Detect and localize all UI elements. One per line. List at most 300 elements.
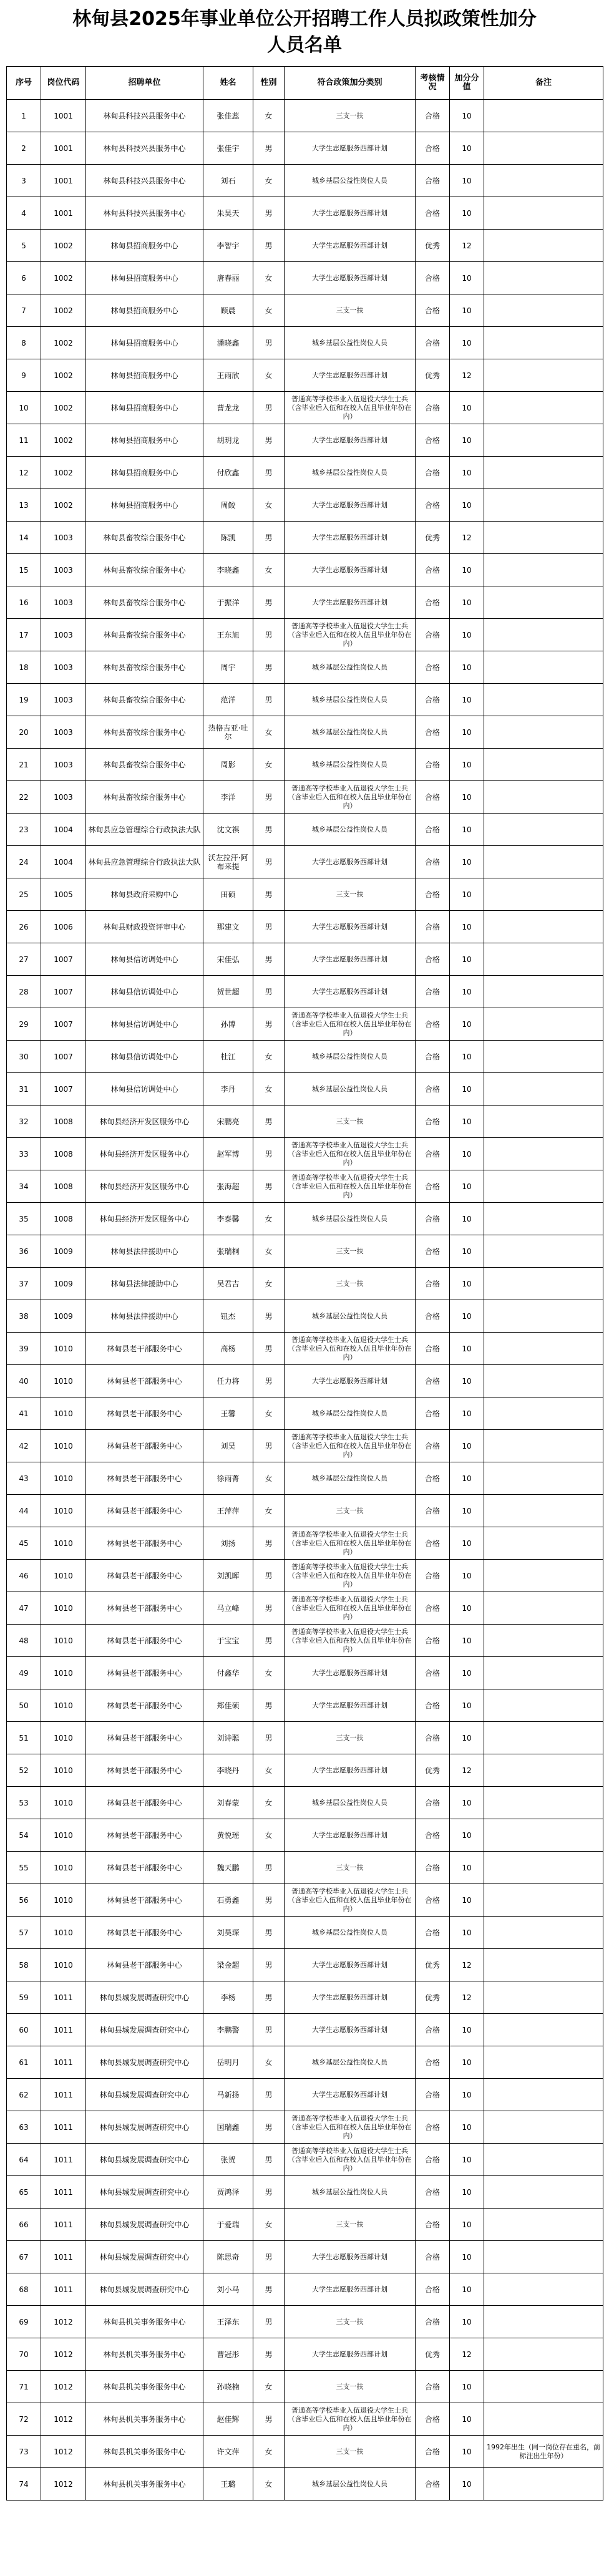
cell-policy-category: 城乡基层公益性岗位人员 [285, 684, 416, 716]
cell-post-code: 1012 [41, 2403, 86, 2436]
cell-bonus-score: 10 [450, 1235, 484, 1268]
cell-gender: 男 [253, 586, 285, 619]
cell-unit: 林甸县老干部服务中心 [86, 1397, 203, 1430]
cell-gender: 女 [253, 1235, 285, 1268]
cell-index: 58 [7, 1949, 41, 1981]
cell-post-code: 1010 [41, 1884, 86, 1917]
cell-remark [484, 1917, 603, 1949]
cell-post-code: 1011 [41, 2079, 86, 2111]
cell-bonus-score: 10 [450, 1625, 484, 1657]
cell-policy-category: 普通高等学校毕业入伍退役大学生士兵（含毕业后入伍和在校入伍且毕业年份在内） [285, 781, 416, 814]
table-row [7, 1235, 603, 1268]
cell-policy-category: 大学生志愿服务西部计划 [285, 2338, 416, 2371]
cell-post-code: 1010 [41, 1689, 86, 1722]
cell-index: 37 [7, 1268, 41, 1300]
cell-remark [484, 1008, 603, 1041]
cell-unit: 林甸县老干部服务中心 [86, 1333, 203, 1365]
cell-post-code: 1010 [41, 1397, 86, 1430]
cell-bonus-score: 10 [450, 1268, 484, 1300]
cell-assessment: 合格 [416, 132, 450, 165]
cell-index: 27 [7, 943, 41, 976]
cell-post-code: 1002 [41, 294, 86, 327]
cell-gender: 男 [253, 522, 285, 554]
cell-gender: 男 [253, 1592, 285, 1625]
cell-policy-category: 城乡基层公益性岗位人员 [285, 1917, 416, 1949]
cell-bonus-score: 10 [450, 2209, 484, 2241]
cell-unit: 林甸县畜牧综合服务中心 [86, 651, 203, 684]
cell-name: 周宇 [203, 651, 253, 684]
cell-remark [484, 327, 603, 359]
cell-remark [484, 1365, 603, 1397]
cell-index: 70 [7, 2338, 41, 2371]
cell-index: 4 [7, 197, 41, 230]
cell-policy-category: 三支一扶 [285, 100, 416, 132]
cell-index: 44 [7, 1495, 41, 1527]
cell-name: 于宝宝 [203, 1625, 253, 1657]
table-row [7, 424, 603, 457]
table-row [7, 2306, 603, 2338]
table-body [7, 100, 603, 2501]
table-row [7, 2209, 603, 2241]
cell-remark [484, 586, 603, 619]
cell-policy-category: 三支一扶 [285, 2436, 416, 2468]
cell-unit: 林甸县法律援助中心 [86, 1300, 203, 1333]
cell-post-code: 1001 [41, 100, 86, 132]
header-post-code: 岗位代码 [41, 67, 86, 100]
cell-unit: 林甸县老干部服务中心 [86, 1430, 203, 1462]
cell-name: 钮杰 [203, 1300, 253, 1333]
cell-assessment: 合格 [416, 1527, 450, 1560]
cell-assessment: 合格 [416, 1430, 450, 1462]
table-row [7, 1884, 603, 1917]
cell-bonus-score: 10 [450, 1689, 484, 1722]
cell-name: 刘凯晖 [203, 1560, 253, 1592]
cell-assessment: 合格 [416, 424, 450, 457]
cell-policy-category: 城乡基层公益性岗位人员 [285, 327, 416, 359]
cell-assessment: 合格 [416, 846, 450, 878]
cell-policy-category: 普通高等学校毕业入伍退役大学生士兵（含毕业后入伍和在校入伍且毕业年份在内） [285, 1333, 416, 1365]
cell-index: 33 [7, 1138, 41, 1170]
cell-policy-category: 普通高等学校毕业入伍退役大学生士兵（含毕业后入伍和在校入伍且毕业年份在内） [285, 1430, 416, 1462]
cell-gender: 男 [253, 976, 285, 1008]
cell-name: 胡玥龙 [203, 424, 253, 457]
document-title: 林甸县2025年事业单位公开招聘工作人员拟政策性加分人员名单 [72, 8, 537, 56]
cell-unit: 林甸县老干部服务中心 [86, 1365, 203, 1397]
cell-assessment: 合格 [416, 1268, 450, 1300]
cell-post-code: 1002 [41, 359, 86, 392]
cell-assessment: 合格 [416, 814, 450, 846]
cell-post-code: 1011 [41, 2273, 86, 2306]
cell-assessment: 合格 [416, 619, 450, 651]
cell-name: 张海超 [203, 1170, 253, 1203]
cell-name: 于爱瑞 [203, 2209, 253, 2241]
cell-remark [484, 1235, 603, 1268]
cell-remark [484, 2273, 603, 2306]
cell-name: 朱昊天 [203, 197, 253, 230]
cell-bonus-score: 10 [450, 2079, 484, 2111]
cell-gender: 男 [253, 2241, 285, 2273]
cell-post-code: 1010 [41, 1560, 86, 1592]
cell-policy-category: 三支一扶 [285, 1235, 416, 1268]
cell-assessment: 合格 [416, 2079, 450, 2111]
cell-gender: 男 [253, 1170, 285, 1203]
table-row [7, 554, 603, 586]
cell-gender: 男 [253, 1625, 285, 1657]
cell-index: 57 [7, 1917, 41, 1949]
cell-post-code: 1011 [41, 2144, 86, 2176]
cell-unit: 林甸县招商服务中心 [86, 359, 203, 392]
cell-policy-category: 城乡基层公益性岗位人员 [285, 651, 416, 684]
cell-remark [484, 781, 603, 814]
cell-unit: 林甸县老干部服务中心 [86, 1949, 203, 1981]
table-row [7, 1268, 603, 1300]
cell-assessment: 合格 [416, 294, 450, 327]
cell-remark [484, 716, 603, 749]
cell-assessment: 合格 [416, 1106, 450, 1138]
cell-gender: 女 [253, 1657, 285, 1689]
cell-gender: 女 [253, 2209, 285, 2241]
cell-bonus-score: 10 [450, 846, 484, 878]
cell-post-code: 1010 [41, 1625, 86, 1657]
cell-index: 1 [7, 100, 41, 132]
cell-unit: 林甸县老干部服务中心 [86, 1592, 203, 1625]
cell-post-code: 1007 [41, 976, 86, 1008]
cell-gender: 女 [253, 100, 285, 132]
cell-post-code: 1006 [41, 911, 86, 943]
cell-remark [484, 1527, 603, 1560]
table-row [7, 1041, 603, 1073]
cell-index: 61 [7, 2046, 41, 2079]
cell-post-code: 1012 [41, 2436, 86, 2468]
cell-post-code: 1003 [41, 586, 86, 619]
cell-post-code: 1003 [41, 716, 86, 749]
cell-remark [484, 943, 603, 976]
cell-gender: 女 [253, 1268, 285, 1300]
cell-assessment: 合格 [416, 2468, 450, 2501]
cell-policy-category: 三支一扶 [285, 1268, 416, 1300]
cell-unit: 林甸县城发展调查研究中心 [86, 2209, 203, 2241]
cell-policy-category: 大学生志愿服务西部计划 [285, 197, 416, 230]
cell-post-code: 1012 [41, 2338, 86, 2371]
cell-index: 5 [7, 230, 41, 262]
cell-gender: 男 [253, 1365, 285, 1397]
table-row [7, 2371, 603, 2403]
cell-index: 38 [7, 1300, 41, 1333]
table-row [7, 1722, 603, 1754]
cell-assessment: 合格 [416, 1917, 450, 1949]
cell-gender: 女 [253, 2371, 285, 2403]
table-row [7, 230, 603, 262]
cell-post-code: 1012 [41, 2306, 86, 2338]
cell-name: 郑佳硕 [203, 1689, 253, 1722]
cell-unit: 林甸县老干部服务中心 [86, 1722, 203, 1754]
cell-remark [484, 2403, 603, 2436]
cell-name: 马新扬 [203, 2079, 253, 2111]
cell-remark: 1992年出生（同一岗位存在重名，前标注出生年份） [484, 2436, 603, 2468]
header-gender: 性别 [253, 67, 285, 100]
table-row [7, 1657, 603, 1689]
cell-policy-category: 普通高等学校毕业入伍退役大学生士兵（含毕业后入伍和在校入伍且毕业年份在内） [285, 1138, 416, 1170]
cell-policy-category: 大学生志愿服务西部计划 [285, 1819, 416, 1852]
table-row [7, 1689, 603, 1722]
cell-name: 张佳宇 [203, 132, 253, 165]
cell-gender: 男 [253, 684, 285, 716]
cell-unit: 林甸县城发展调查研究中心 [86, 2273, 203, 2306]
cell-gender: 男 [253, 2176, 285, 2209]
cell-bonus-score: 10 [450, 2111, 484, 2144]
cell-unit: 林甸县畜牧综合服务中心 [86, 716, 203, 749]
cell-name: 刘昊 [203, 1430, 253, 1462]
cell-index: 20 [7, 716, 41, 749]
cell-remark [484, 878, 603, 911]
cell-gender: 女 [253, 1495, 285, 1527]
cell-policy-category: 大学生志愿服务西部计划 [285, 943, 416, 976]
cell-index: 25 [7, 878, 41, 911]
cell-assessment: 优秀 [416, 359, 450, 392]
cell-index: 18 [7, 651, 41, 684]
cell-name: 刘小马 [203, 2273, 253, 2306]
table-row [7, 781, 603, 814]
cell-policy-category: 普通高等学校毕业入伍退役大学生士兵（含毕业后入伍和在校入伍且毕业年份在内） [285, 1592, 416, 1625]
cell-remark [484, 1300, 603, 1333]
table-row [7, 2079, 603, 2111]
cell-policy-category: 大学生志愿服务西部计划 [285, 132, 416, 165]
bonus-points-table [6, 66, 603, 2501]
cell-unit: 林甸县财政投资评审中心 [86, 911, 203, 943]
table-row [7, 1625, 603, 1657]
cell-remark [484, 911, 603, 943]
cell-assessment: 合格 [416, 1560, 450, 1592]
cell-name: 孙博 [203, 1008, 253, 1041]
cell-bonus-score: 10 [450, 2144, 484, 2176]
cell-assessment: 优秀 [416, 1949, 450, 1981]
cell-unit: 林甸县招商服务中心 [86, 392, 203, 424]
cell-remark [484, 1041, 603, 1073]
cell-name: 岳明月 [203, 2046, 253, 2079]
table-row [7, 1527, 603, 1560]
cell-policy-category: 大学生志愿服务西部计划 [285, 262, 416, 294]
cell-name: 王雨欣 [203, 359, 253, 392]
cell-unit: 林甸县机关事务服务中心 [86, 2306, 203, 2338]
cell-policy-category: 大学生志愿服务西部计划 [285, 2273, 416, 2306]
cell-index: 53 [7, 1787, 41, 1819]
table-row [7, 1495, 603, 1527]
cell-assessment: 合格 [416, 911, 450, 943]
cell-post-code: 1011 [41, 2176, 86, 2209]
table-row [7, 1073, 603, 1106]
cell-bonus-score: 10 [450, 2371, 484, 2403]
cell-remark [484, 1787, 603, 1819]
cell-remark [484, 2046, 603, 2079]
cell-gender: 男 [253, 1527, 285, 1560]
cell-index: 50 [7, 1689, 41, 1722]
cell-bonus-score: 10 [450, 1592, 484, 1625]
cell-assessment: 合格 [416, 1397, 450, 1430]
cell-bonus-score: 10 [450, 132, 484, 165]
cell-unit: 林甸县科技兴县服务中心 [86, 100, 203, 132]
cell-name: 王璐 [203, 2468, 253, 2501]
cell-index: 10 [7, 392, 41, 424]
cell-post-code: 1007 [41, 943, 86, 976]
cell-post-code: 1003 [41, 554, 86, 586]
cell-unit: 林甸县招商服务中心 [86, 424, 203, 457]
cell-unit: 林甸县招商服务中心 [86, 489, 203, 522]
cell-index: 32 [7, 1106, 41, 1138]
cell-assessment: 合格 [416, 489, 450, 522]
cell-name: 高杨 [203, 1333, 253, 1365]
cell-unit: 林甸县城发展调查研究中心 [86, 2176, 203, 2209]
cell-index: 68 [7, 2273, 41, 2306]
cell-assessment: 合格 [416, 1300, 450, 1333]
cell-gender: 男 [253, 197, 285, 230]
cell-index: 60 [7, 2014, 41, 2046]
cell-bonus-score: 12 [450, 359, 484, 392]
cell-unit: 林甸县老干部服务中心 [86, 1689, 203, 1722]
cell-remark [484, 2014, 603, 2046]
table-row [7, 911, 603, 943]
cell-assessment: 合格 [416, 554, 450, 586]
cell-bonus-score: 10 [450, 2046, 484, 2079]
cell-gender: 男 [253, 619, 285, 651]
cell-bonus-score: 10 [450, 262, 484, 294]
cell-gender: 男 [253, 392, 285, 424]
cell-policy-category: 三支一扶 [285, 1495, 416, 1527]
cell-post-code: 1010 [41, 1430, 86, 1462]
cell-assessment: 合格 [416, 2436, 450, 2468]
cell-name: 于振洋 [203, 586, 253, 619]
cell-gender: 女 [253, 1397, 285, 1430]
cell-remark [484, 2144, 603, 2176]
table-row [7, 749, 603, 781]
header-bonus-score: 加分分值 [450, 67, 484, 100]
cell-index: 23 [7, 814, 41, 846]
table-row [7, 1560, 603, 1592]
cell-bonus-score: 10 [450, 2014, 484, 2046]
cell-unit: 林甸县招商服务中心 [86, 262, 203, 294]
cell-policy-category: 城乡基层公益性岗位人员 [285, 814, 416, 846]
cell-post-code: 1009 [41, 1268, 86, 1300]
cell-unit: 林甸县法律援助中心 [86, 1268, 203, 1300]
cell-gender: 男 [253, 846, 285, 878]
cell-index: 14 [7, 522, 41, 554]
cell-remark [484, 619, 603, 651]
cell-unit: 林甸县畜牧综合服务中心 [86, 684, 203, 716]
cell-remark [484, 976, 603, 1008]
cell-assessment: 合格 [416, 2209, 450, 2241]
cell-unit: 林甸县城发展调查研究中心 [86, 2144, 203, 2176]
cell-bonus-score: 10 [450, 2273, 484, 2306]
cell-unit: 林甸县老干部服务中心 [86, 1819, 203, 1852]
cell-gender: 女 [253, 262, 285, 294]
cell-assessment: 合格 [416, 781, 450, 814]
cell-gender: 女 [253, 359, 285, 392]
cell-remark [484, 262, 603, 294]
cell-name: 李鹏警 [203, 2014, 253, 2046]
cell-bonus-score: 10 [450, 2436, 484, 2468]
cell-bonus-score: 10 [450, 1138, 484, 1170]
cell-policy-category: 城乡基层公益性岗位人员 [285, 1300, 416, 1333]
cell-policy-category: 普通高等学校毕业入伍退役大学生士兵（含毕业后入伍和在校入伍且毕业年份在内） [285, 2111, 416, 2144]
cell-gender: 男 [253, 1333, 285, 1365]
cell-unit: 林甸县应急管理综合行政执法大队 [86, 846, 203, 878]
cell-name: 李丹 [203, 1073, 253, 1106]
cell-name: 李智宇 [203, 230, 253, 262]
cell-assessment: 合格 [416, 716, 450, 749]
cell-remark [484, 651, 603, 684]
cell-assessment: 合格 [416, 1722, 450, 1754]
cell-index: 47 [7, 1592, 41, 1625]
cell-index: 2 [7, 132, 41, 165]
table-row [7, 943, 603, 976]
table-row [7, 976, 603, 1008]
cell-policy-category: 三支一扶 [285, 2209, 416, 2241]
cell-gender: 男 [253, 878, 285, 911]
cell-index: 51 [7, 1722, 41, 1754]
table-row [7, 1397, 603, 1430]
cell-post-code: 1010 [41, 1365, 86, 1397]
cell-gender: 男 [253, 1300, 285, 1333]
cell-policy-category: 大学生志愿服务西部计划 [285, 2241, 416, 2273]
cell-remark [484, 1625, 603, 1657]
cell-index: 21 [7, 749, 41, 781]
cell-gender: 女 [253, 749, 285, 781]
cell-assessment: 合格 [416, 2144, 450, 2176]
cell-policy-category: 三支一扶 [285, 2306, 416, 2338]
cell-policy-category: 三支一扶 [285, 1722, 416, 1754]
cell-gender: 男 [253, 327, 285, 359]
cell-gender: 男 [253, 2014, 285, 2046]
cell-assessment: 优秀 [416, 230, 450, 262]
cell-unit: 林甸县老干部服务中心 [86, 1884, 203, 1917]
cell-policy-category: 城乡基层公益性岗位人员 [285, 1203, 416, 1235]
cell-assessment: 合格 [416, 878, 450, 911]
cell-post-code: 1011 [41, 2111, 86, 2144]
cell-bonus-score: 10 [450, 554, 484, 586]
cell-remark [484, 1560, 603, 1592]
cell-index: 35 [7, 1203, 41, 1235]
cell-remark [484, 1397, 603, 1430]
cell-unit: 林甸县畜牧综合服务中心 [86, 781, 203, 814]
cell-assessment: 合格 [416, 392, 450, 424]
cell-policy-category: 城乡基层公益性岗位人员 [285, 1397, 416, 1430]
cell-index: 36 [7, 1235, 41, 1268]
cell-index: 74 [7, 2468, 41, 2501]
cell-remark [484, 1170, 603, 1203]
cell-assessment: 合格 [416, 2046, 450, 2079]
table-row [7, 1138, 603, 1170]
cell-remark [484, 489, 603, 522]
cell-post-code: 1011 [41, 2046, 86, 2079]
table-header-row [7, 67, 603, 100]
cell-bonus-score: 10 [450, 457, 484, 489]
cell-bonus-score: 10 [450, 1333, 484, 1365]
table-row [7, 1592, 603, 1625]
cell-bonus-score: 12 [450, 522, 484, 554]
cell-policy-category: 三支一扶 [285, 878, 416, 911]
cell-policy-category: 大学生志愿服务西部计划 [285, 976, 416, 1008]
cell-index: 7 [7, 294, 41, 327]
header-name: 姓名 [203, 67, 253, 100]
cell-name: 付鑫华 [203, 1657, 253, 1689]
table-row [7, 586, 603, 619]
cell-bonus-score: 12 [450, 1754, 484, 1787]
cell-index: 65 [7, 2176, 41, 2209]
cell-unit: 林甸县老干部服务中心 [86, 1625, 203, 1657]
cell-policy-category: 大学生志愿服务西部计划 [285, 424, 416, 457]
cell-post-code: 1010 [41, 1819, 86, 1852]
cell-bonus-score: 10 [450, 586, 484, 619]
cell-name: 张佳蕊 [203, 100, 253, 132]
